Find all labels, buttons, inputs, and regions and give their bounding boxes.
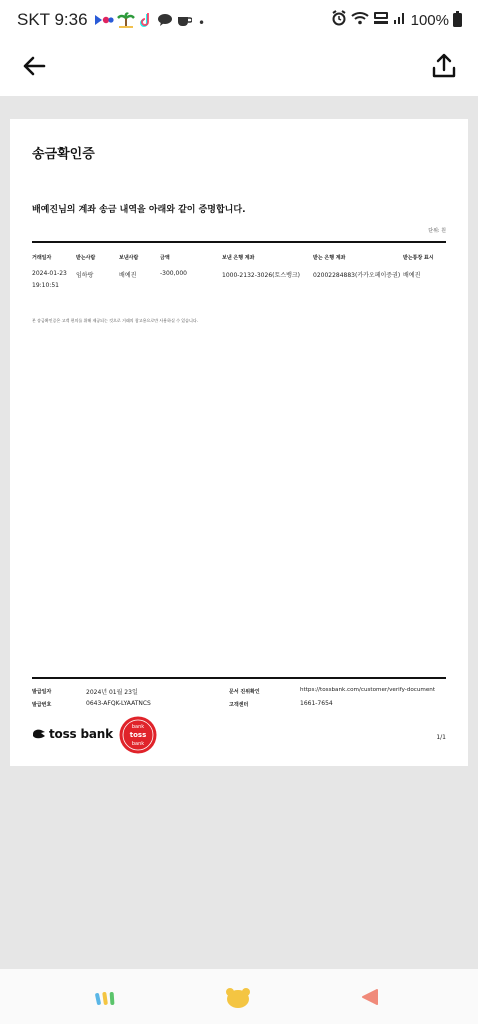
volte-icon (373, 11, 389, 29)
table-top-rule (32, 241, 446, 243)
seal-text-middle: toss (129, 731, 147, 739)
home-button[interactable] (223, 983, 253, 1011)
document-notice: 본 송금확인증은 고객 편의를 위해 제공되는 것으로 거래의 참고용으로만 사용하실 수 있습니다. (32, 318, 198, 323)
seal-text-top: bank (131, 724, 145, 730)
back-button[interactable] (18, 50, 50, 82)
tiktok-icon (138, 12, 154, 33)
header-to-account: 받는 은행 계좌 (313, 255, 346, 261)
row-date: 2024-01-23 (32, 270, 67, 277)
issue-no-label: 발급번호 (32, 702, 52, 708)
document-viewer[interactable] (0, 96, 478, 969)
row-time: 19:10:51 (32, 282, 59, 289)
navigation-bar (0, 969, 478, 1024)
unit-label: 단위: 원 (428, 228, 446, 234)
battery-percent: 100% (410, 11, 449, 29)
footer-rule (32, 677, 446, 679)
row-to-account: 02002284883(카카오페이증권) (313, 272, 401, 279)
page-number: 1/1 (436, 734, 446, 741)
document-title: 송금확인증 (32, 147, 95, 162)
row-from-account: 1000-2132-3026(토스뱅크) (222, 272, 301, 279)
header-from-account: 보낸 은행 계좌 (222, 255, 255, 261)
header-receiver: 받는사람 (76, 255, 96, 261)
support-phone: 1661-7654 (300, 700, 333, 707)
row-receiver-display: 배예진 (403, 272, 421, 279)
notification-icons (94, 12, 205, 33)
alarm-icon (331, 10, 347, 30)
nav-back-button[interactable] (355, 983, 385, 1011)
more-notifications-dot: • (198, 15, 206, 30)
document-page (10, 119, 468, 766)
issue-no: 0643-AFQK-LYAATNCS (86, 700, 151, 707)
battery-icon (453, 13, 462, 27)
media-dots-icon (94, 13, 114, 32)
status-time: SKT 9:36 (17, 10, 88, 29)
seal-text-bottom: bank (131, 741, 145, 747)
header-amount: 금액 (160, 255, 170, 261)
recent-apps-button[interactable] (92, 983, 122, 1011)
toss-bank-logo (32, 727, 113, 741)
status-bar (0, 0, 478, 40)
issue-date-label: 발급일자 (32, 689, 52, 695)
chat-bubble-icon (157, 13, 173, 32)
toss-mark-icon (32, 729, 46, 739)
recent-apps-icon (92, 983, 122, 1011)
toss-bank-seal (119, 716, 157, 754)
app-bar (0, 40, 478, 96)
verify-url: https://tossbank.com/customer/verify-document (300, 687, 436, 693)
coffee-icon (176, 13, 192, 32)
back-triangle-icon (355, 983, 385, 1011)
home-bear-icon (223, 983, 253, 1011)
header-sender: 보낸사람 (119, 255, 139, 261)
row-receiver: 임하랑 (76, 272, 94, 279)
header-date: 거래일자 (32, 255, 52, 261)
document-statement: 배예진님의 계좌 송금 내역을 아래와 같이 증명합니다. (32, 205, 246, 215)
signal-icon (393, 11, 407, 29)
status-right (331, 10, 462, 30)
wifi-icon (351, 11, 369, 29)
back-arrow-icon (18, 50, 50, 82)
verify-label: 문서 진위확인 (229, 689, 260, 695)
row-sender: 배예진 (119, 272, 137, 279)
issue-date: 2024년 01월 23일 (86, 689, 138, 696)
header-receiver-display: 받는통장 표시 (403, 255, 434, 261)
share-upload-icon (428, 50, 460, 82)
share-button[interactable] (428, 50, 460, 82)
support-label: 고객센터 (229, 702, 249, 708)
palm-tree-icon (117, 12, 135, 33)
row-amount: -300,000 (160, 270, 187, 277)
toss-bank-logo-text: toss bank (49, 727, 113, 741)
